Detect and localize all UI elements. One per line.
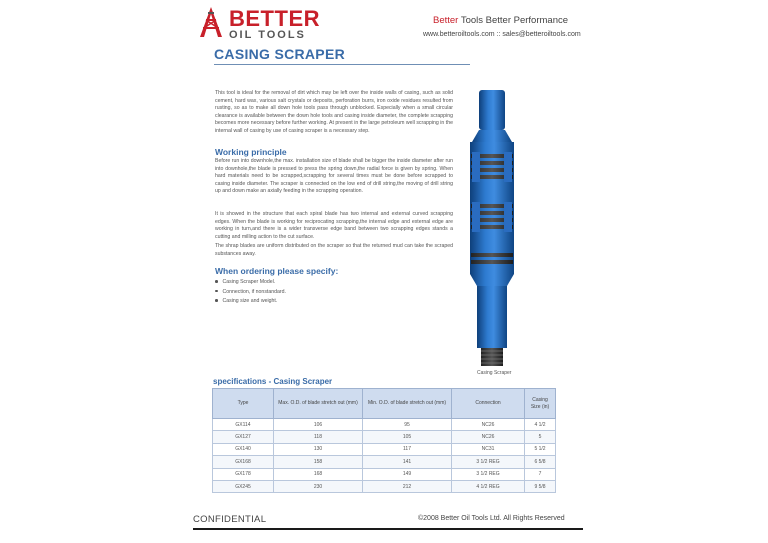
table-header-row [213, 389, 556, 419]
image-caption: Casing Scraper [477, 370, 512, 376]
spec-table [212, 388, 556, 493]
table-cell: 6 5/8 [525, 456, 556, 468]
bullet-icon [215, 299, 218, 302]
company-logo [196, 6, 320, 41]
brand-subtitle: OIL TOOLS [229, 29, 306, 41]
tagline-text: Tools Better Performance [458, 15, 569, 26]
working-paragraph-3: The shrap blades are uniform distributed on the scraper so that the returned mud can take the scraped substances away. [215, 243, 453, 257]
footer-divider [193, 528, 583, 530]
copyright-notice: ©2008 Better Oil Tools Ltd. All Rights Reserved [418, 515, 565, 522]
table-cell: 117 [363, 443, 452, 455]
column-header: Max. O.D. of blade stretch out (mm) [274, 389, 363, 419]
intro-paragraph: This tool is ideal for the removal of dirt which may be left over the inside walls of casing, such as solid cement, hard wax, various salt crystals or deposits, perforation burrs, iron oxide residues resulted from rusting, so as to make all down hole tools pass through unblocked. Especially when a small circular clearance is available between the down hole tools and casing inside diameter, the complete scrapping becomes more necessary before further working. At present in the large petroleum well scrapping in the internal wall of casing by use of casing scraper is a necessary step. [215, 90, 453, 134]
table-cell: 4 1/2 [525, 419, 556, 431]
table-cell: NC26 [452, 419, 525, 431]
table-cell: 230 [274, 480, 363, 492]
title-underline [214, 64, 470, 65]
table-cell: 5 1/2 [525, 443, 556, 455]
ordering-list [215, 278, 286, 307]
working-paragraph-1: Before run into downhole,the max. installation size of blade shall be bigger the inside diameter after run into downhole,the blade is pressed to press the spring down,the radial force is given by spring. When hard materials need to be scrapped,scrapping for several times must be done before scrapped to casing inside diameter. The scraper is connected on the low end of drill string,the moving of drill string up and down make an axially feeding in the scrapping operation. [215, 158, 453, 195]
table-cell: GX168 [213, 456, 274, 468]
list-item-text: Connection, if nonstandard. [222, 288, 286, 295]
table-row [213, 480, 556, 492]
table-cell: GX178 [213, 468, 274, 480]
table-cell: 9 5/8 [525, 480, 556, 492]
table-cell: GX127 [213, 431, 274, 443]
table-cell: 95 [363, 419, 452, 431]
table-cell: 158 [274, 456, 363, 468]
derrick-logo-icon [196, 6, 226, 38]
casing-scraper-image [462, 88, 522, 370]
table-cell: NC26 [452, 431, 525, 443]
table-cell: 149 [363, 468, 452, 480]
table-cell: GX114 [213, 419, 274, 431]
bullet-icon [215, 290, 218, 293]
bullet-icon [215, 280, 218, 283]
working-principle-heading: Working principle [215, 147, 287, 157]
confidential-label: CONFIDENTIAL [193, 514, 267, 525]
column-header: Casing Size (in) [525, 389, 556, 419]
tagline-highlight: Better [433, 15, 459, 26]
page-title: CASING SCRAPER [214, 46, 345, 62]
list-item [215, 297, 286, 307]
table-cell: NC31 [452, 443, 525, 455]
table-row [213, 431, 556, 443]
column-header: Connection [452, 389, 525, 419]
working-paragraph-2: It is showed in the structure that each spiral blade has two internal and external curved scrapping edges. When the blade is working for reciprocating scrapping,the internal edge and external edge are working in turn,and there is a wider transverse edge band between two scrapping edges stands a cutting and milling action to the cut surface. [215, 211, 453, 240]
table-cell: 106 [274, 419, 363, 431]
table-cell: 3 1/2 REG [452, 468, 525, 480]
table-cell: 7 [525, 468, 556, 480]
table-cell: GX245 [213, 480, 274, 492]
table-cell: 105 [363, 431, 452, 443]
table-row [213, 419, 556, 431]
table-cell: 5 [525, 431, 556, 443]
tagline [433, 15, 568, 26]
table-cell: 212 [363, 480, 452, 492]
table-cell: 3 1/2 REG [452, 456, 525, 468]
list-item-text: Casing size and weight. [222, 298, 278, 304]
spec-table-title: specifications - Casing Scraper [213, 377, 333, 386]
table-row [213, 468, 556, 480]
table-cell: GX140 [213, 443, 274, 455]
contact-line: www.betteroiltools.com :: sales@betteroiltools.com [423, 31, 581, 38]
table-cell: 130 [274, 443, 363, 455]
table-row [213, 443, 556, 455]
table-cell: 4 1/2 REG [452, 480, 525, 492]
ordering-heading: When ordering please specify: [215, 266, 339, 276]
list-item-text: Casing Scraper Model. [222, 279, 276, 285]
list-item [215, 278, 286, 288]
brand-name: BETTER [229, 6, 320, 31]
table-row [213, 456, 556, 468]
table-cell: 118 [274, 431, 363, 443]
column-header: Type [213, 389, 274, 419]
column-header: Min. O.D. of blade stretch out (mm) [363, 389, 452, 419]
table-cell: 168 [274, 468, 363, 480]
table-cell: 141 [363, 456, 452, 468]
list-item [215, 288, 286, 298]
